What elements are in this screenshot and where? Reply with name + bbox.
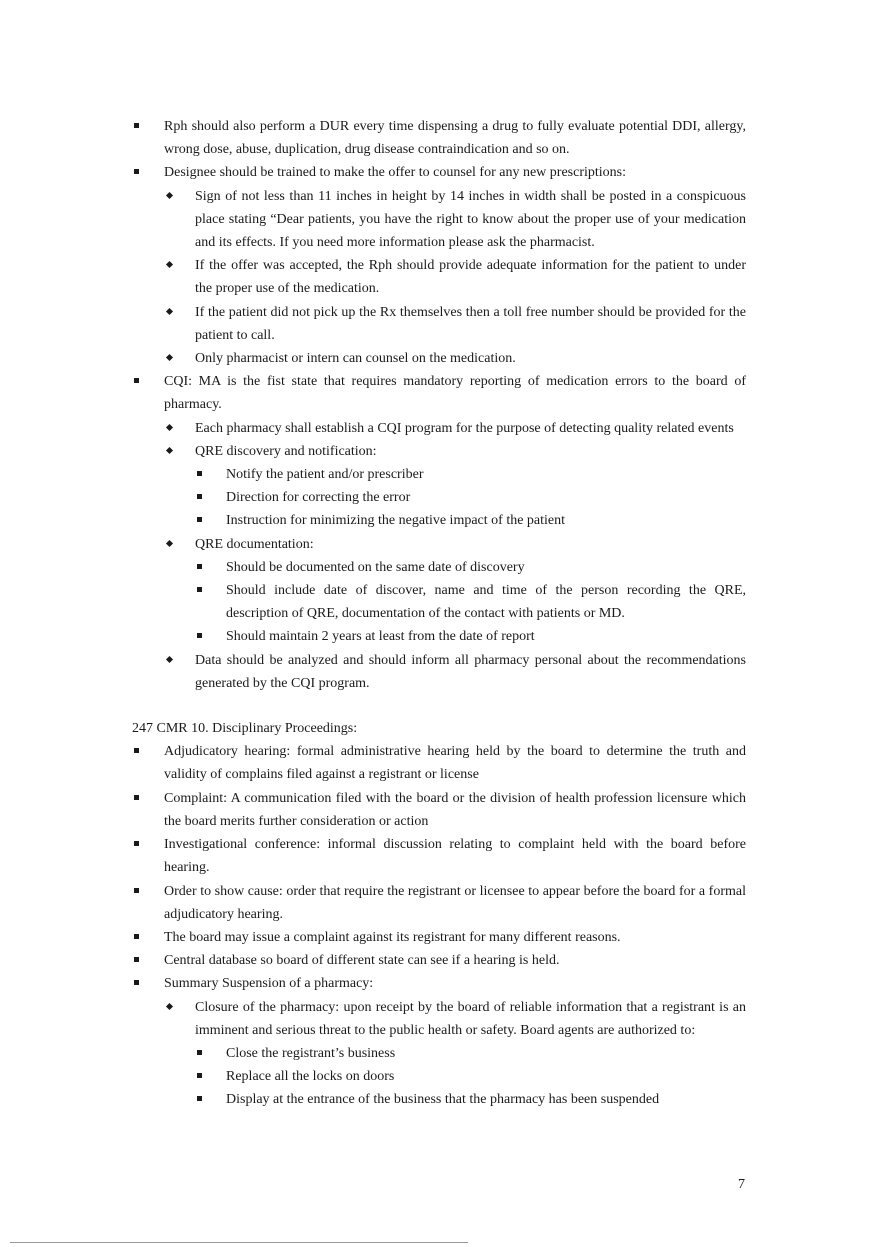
square-bullet-icon [197,517,202,522]
list-item-text: Summary Suspension of a pharmacy: [164,976,374,992]
list-item [132,1042,746,1065]
list-item-text: Close the registrant’s business [226,1045,396,1061]
square-bullet-icon [134,980,139,985]
list-item [132,996,746,1042]
list-item-text: Should maintain 2 years at least from the date of report [226,629,535,645]
diamond-bullet-icon [166,354,173,361]
list-item-text: If the offer was accepted, the Rph should provide adequate information for the patient to under the proper use of the medication. [195,258,746,297]
square-bullet-icon [134,888,139,893]
list-item [132,1065,746,1088]
list-item-text: Sign of not less than 11 inches in height by 14 inches in width shall be posted in a conspicuous place stating “Dear patients, you have the right to know about the proper use of your medication and its effects. If you need more information please ask the pharmacist. [195,188,746,251]
list-item [132,880,746,926]
list-item [132,440,746,463]
square-bullet-icon [197,1096,202,1101]
diamond-bullet-icon [166,447,173,454]
list-item-text: Investigational conference: informal discussion relating to complaint held with the board before hearing. [164,837,746,876]
diamond-bullet-icon [166,308,173,315]
square-bullet-icon [134,378,139,383]
list-item-text: CQI: MA is the fist state that requires mandatory reporting of medication errors to the board of pharmacy. [164,374,746,413]
list-item-text: Replace all the locks on doors [226,1069,395,1085]
square-bullet-icon [134,934,139,939]
list-item [132,625,746,648]
square-bullet-icon [134,123,139,128]
section-heading: 247 CMR 10. Disciplinary Proceedings: [132,721,358,737]
list-item [132,833,746,879]
list-item [132,579,746,625]
square-bullet-icon [197,564,202,569]
list-item [132,556,746,579]
list-item-text: Should be documented on the same date of discovery [226,559,525,575]
list-item [132,115,746,161]
list-item-text: Should include date of discover, name and time of the person recording the QRE, description of QRE, documentation of the contact with patients or MD. [226,583,746,622]
list-item [132,463,746,486]
list-item-text: The board may issue a complaint against its registrant for many different reasons. [164,929,621,945]
diamond-bullet-icon [166,192,173,199]
list-item-text: Complaint: A communication filed with the board or the division of health profession licensure which the board merits further consideration or action [164,790,746,829]
list-item [132,486,746,509]
square-bullet-icon [197,471,202,476]
list-item-text: Only pharmacist or intern can counsel on the medication. [195,351,516,367]
list-item [132,417,746,440]
page-number: 7 [738,1177,745,1192]
square-bullet-icon [134,795,139,800]
list-item-text: Data should be analyzed and should inform all pharmacy personal about the recommendations generated by the CQI program. [195,652,746,691]
list-item [132,787,746,833]
list-item-text: Order to show cause: order that require the registrant or licensee to appear before the board for a formal adjudicatory hearing. [164,883,746,922]
list-item [132,370,746,416]
list-item [132,347,746,370]
page-content [132,115,746,1112]
list-item-text: Instruction for minimizing the negative impact of the patient [226,513,566,529]
square-bullet-icon [197,1073,202,1078]
square-bullet-icon [134,748,139,753]
square-bullet-icon [134,169,139,174]
list-item [132,926,746,949]
list-item-text: Display at the entrance of the business that the pharmacy has been suspended [226,1092,660,1108]
square-bullet-icon [134,841,139,846]
square-bullet-icon [197,494,202,499]
list-item [132,949,746,972]
list-item-text: Each pharmacy shall establish a CQI program for the purpose of detecting quality related events [195,420,734,436]
list-item-text: QRE discovery and notification: [195,443,377,459]
diamond-bullet-icon [166,424,173,431]
square-bullet-icon [197,587,202,592]
list-item-text: Direction for correcting the error [226,490,411,506]
diamond-bullet-icon [166,540,173,547]
list-item [132,185,746,255]
list-item [132,161,746,184]
diamond-bullet-icon [166,656,173,663]
diamond-bullet-icon [166,1002,173,1009]
diamond-bullet-icon [166,261,173,268]
list-item [132,972,746,995]
list-item [132,1088,746,1111]
list-item [132,509,746,532]
square-bullet-icon [197,1050,202,1055]
list-item [132,254,746,300]
list-item-text: Closure of the pharmacy: upon receipt by the board of reliable information that a registrant is an imminent and serious threat to the public health or safety. Board agents are authorized to: [195,999,746,1038]
list-item-text: If the patient did not pick up the Rx themselves then a toll free number should be provided for the patient to call. [195,304,746,343]
list-item [132,301,746,347]
list-item-text: Designee should be trained to make the offer to counsel for any new prescriptions: [164,165,626,181]
list-item [132,533,746,556]
square-bullet-icon [134,957,139,962]
list-item-text: Central database so board of different state can see if a hearing is held. [164,953,560,969]
list-item-text: Notify the patient and/or prescriber [226,467,424,483]
list-item-text: Adjudicatory hearing: formal administrative hearing held by the board to determine the truth and validity of complains filed against a registrant or license [164,744,746,783]
list-item-text: Rph should also perform a DUR every time dispensing a drug to fully evaluate potential DDI, allergy, wrong dose, abuse, duplication, drug disease contraindication and so on. [164,119,746,158]
list-item [132,740,746,786]
list-item-text: QRE documentation: [195,536,314,552]
footer-divider [10,1242,468,1243]
square-bullet-icon [197,633,202,638]
list-item [132,649,746,695]
